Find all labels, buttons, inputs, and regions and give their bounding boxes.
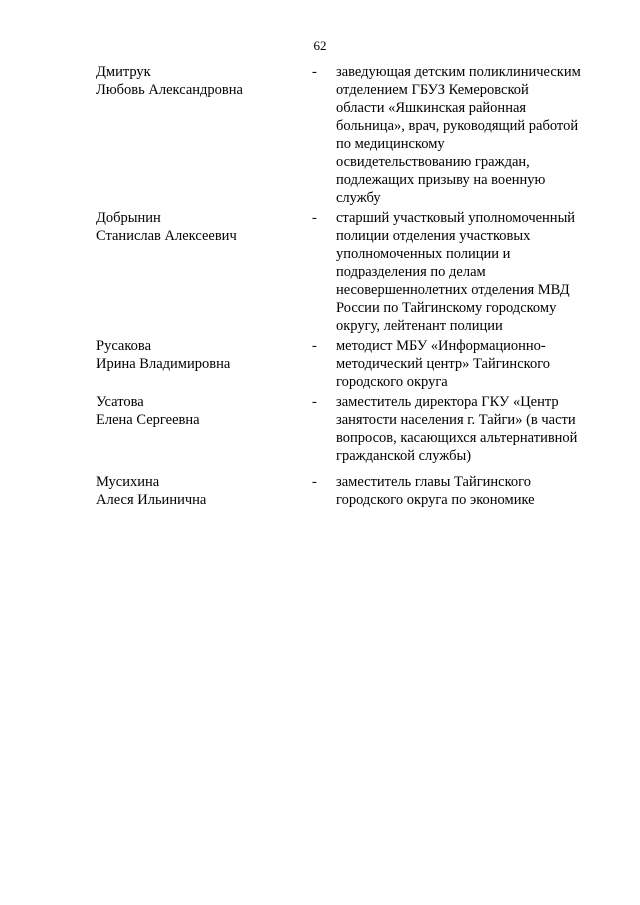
separator-dash: - <box>312 474 317 490</box>
list-item <box>96 209 596 335</box>
position-line: гражданской службы) <box>336 448 472 464</box>
position-line: отделением ГБУЗ Кемеровской <box>336 82 529 98</box>
position-line: подлежащих призыву на военную <box>336 172 546 188</box>
list-item <box>96 337 596 391</box>
list-item <box>96 473 596 509</box>
position-line: подразделения по делам <box>336 264 486 280</box>
member-position <box>336 473 596 509</box>
member-name <box>96 473 312 509</box>
member-given-names: Станислав Алексеевич <box>96 228 237 244</box>
position-line: вопросов, касающихся альтернативной <box>336 430 578 446</box>
position-line: по медицинскому <box>336 136 445 152</box>
member-surname: Мусихина <box>96 474 160 490</box>
position-line: России по Тайгинскому городскому <box>336 300 557 316</box>
position-line: старший участковый уполномоченный <box>336 210 576 226</box>
member-name <box>96 209 312 245</box>
member-surname: Добрынин <box>96 210 161 226</box>
member-given-names: Елена Сергеевна <box>96 412 200 428</box>
page-number: 62 <box>313 38 327 53</box>
member-position <box>336 337 596 391</box>
list-item <box>96 393 596 465</box>
member-surname: Усатова <box>96 394 144 410</box>
position-line: городского округа по экономике <box>336 492 535 508</box>
position-line: освидетельствованию граждан, <box>336 154 530 170</box>
member-position <box>336 63 596 207</box>
position-line: службу <box>336 190 381 206</box>
separator-dash: - <box>312 338 317 354</box>
position-line: больница», врач, руководящий работой <box>336 118 579 134</box>
position-line: уполномоченных полиции и <box>336 246 511 262</box>
member-name <box>96 63 312 99</box>
position-line: области «Яшкинская районная <box>336 100 527 116</box>
position-line: городского округа <box>336 374 448 390</box>
member-position <box>336 209 596 335</box>
member-given-names: Алеся Ильинична <box>96 492 207 508</box>
position-line: методический центр» Тайгинского <box>336 356 551 372</box>
position-line: заместитель главы Тайгинского <box>336 474 531 490</box>
list-item <box>96 63 596 207</box>
position-line: заведующая детским поликлиническим <box>336 64 581 80</box>
position-line: несовершеннолетних отделения МВД <box>336 282 570 298</box>
member-name <box>96 393 312 429</box>
position-line: заместитель директора ГКУ «Центр <box>336 394 559 410</box>
member-name <box>96 337 312 373</box>
position-line: полиции отделения участковых <box>336 228 531 244</box>
member-surname: Русакова <box>96 338 152 354</box>
separator-dash: - <box>312 64 317 80</box>
separator-dash: - <box>312 210 317 226</box>
separator-dash: - <box>312 394 317 410</box>
position-line: методист МБУ «Информационно- <box>336 338 546 354</box>
member-surname: Дмитрук <box>96 64 151 80</box>
position-line: занятости населения г. Тайги» (в части <box>336 412 576 428</box>
member-given-names: Ирина Владимировна <box>96 356 231 372</box>
member-position <box>336 393 596 465</box>
member-list <box>96 63 596 509</box>
position-line: округу, лейтенант полиции <box>336 318 503 334</box>
member-given-names: Любовь Александровна <box>96 82 243 98</box>
